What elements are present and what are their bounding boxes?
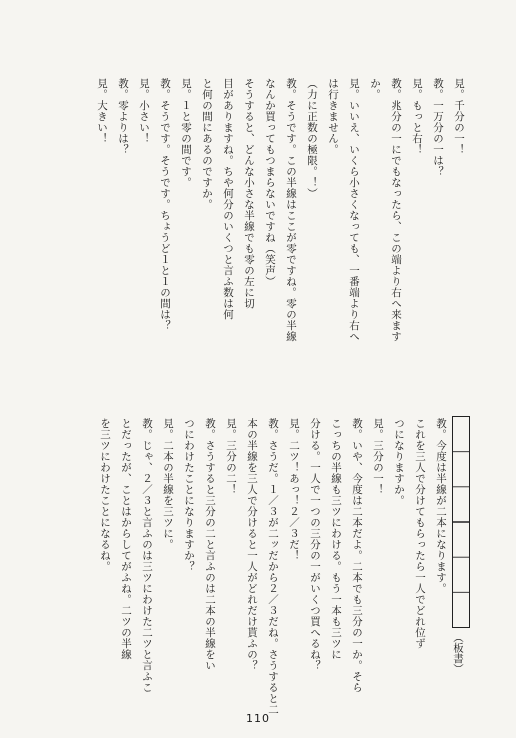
text-column: 見。もっと右！: [411, 78, 423, 155]
text-column: とだったが、ことはからしてがふね。二ツの半線: [120, 418, 132, 660]
text-column: 教。そうです。そうです。ちょうど１と１の間は？: [159, 78, 171, 331]
text-column: そうすると、どんな小さな半線でも零の左に切: [243, 78, 255, 309]
text-column: を三ツにわけたことになるね。: [99, 418, 111, 572]
text-column: 見。大きい！: [96, 78, 108, 144]
text-column: つにわけたことになりますか？: [183, 418, 195, 572]
text-column: 教。兆分の一にでもなったら、この端より右へ来ます: [390, 78, 402, 342]
text-column: 本の半線を三人で分けると一人がどれだけ貰ふの？: [246, 418, 258, 671]
page-number: 110: [246, 712, 270, 725]
text-column: と何の間にあるのですか。: [201, 78, 213, 210]
text-column: 見。千分の一！: [453, 78, 465, 155]
text-column: 教。今度は半線が二本になります。: [435, 418, 447, 594]
text-column: 見。いいえ、いくら小さくなっても、一番端より右へ: [348, 78, 360, 342]
text-column: （力に正数の極限。！）: [306, 78, 318, 199]
text-column: 教。いや、今度は二本だよ。二本でも三分の一か。そら: [351, 418, 363, 693]
text-column: 教。一万分の一は？: [432, 78, 444, 177]
lower-dialogue-block: [89, 418, 447, 715]
text-column: 教。そうです。この半線はここが零ですね。零の半線: [285, 78, 297, 342]
text-column: は行きません。: [327, 78, 339, 155]
text-column: 教。さうすると三分の二と言ふのは二本の半線をい: [204, 418, 216, 671]
text-column: 教。さうだ。１／３が二ッだから２／３だね。さうすると二: [267, 418, 279, 715]
text-column: 見。１と零の間です。: [180, 78, 192, 188]
blackboard-diagram: [452, 416, 470, 628]
text-column: 分ける。一人で一つの三分の一がいくつ買へるね？: [309, 418, 321, 671]
text-column: 教。じゃ、２／３と言ふのは三ツにわけた二ツと言ふこ: [141, 418, 153, 693]
text-column: 見。三分の一！: [372, 418, 384, 495]
blackboard-label: （板書）: [452, 632, 464, 674]
text-column: こっちの半線も三ツにわける。もう一本も三ツに: [330, 418, 342, 660]
text-column: 見。三分の二！: [225, 418, 237, 495]
text-column: 目がありますね。ちや何分のいくつと言ふ数は何: [222, 78, 234, 320]
text-column: 見。小さい！: [138, 78, 150, 144]
text-column: 見。二本の半線を三ツに。: [162, 418, 174, 550]
upper-dialogue-block: [86, 78, 464, 388]
text-column: これを三人で分けてもらったら一人でどれ位ず: [414, 418, 426, 649]
text-column: 見。二ツ！あっ！２／３だ！: [288, 418, 300, 561]
text-column: か。: [369, 78, 381, 100]
text-column: なんか買ってもつまらないですね（笑声）: [264, 78, 276, 287]
text-column: 教。零よりは？: [117, 78, 129, 155]
text-column: つになりますか。: [393, 418, 405, 506]
